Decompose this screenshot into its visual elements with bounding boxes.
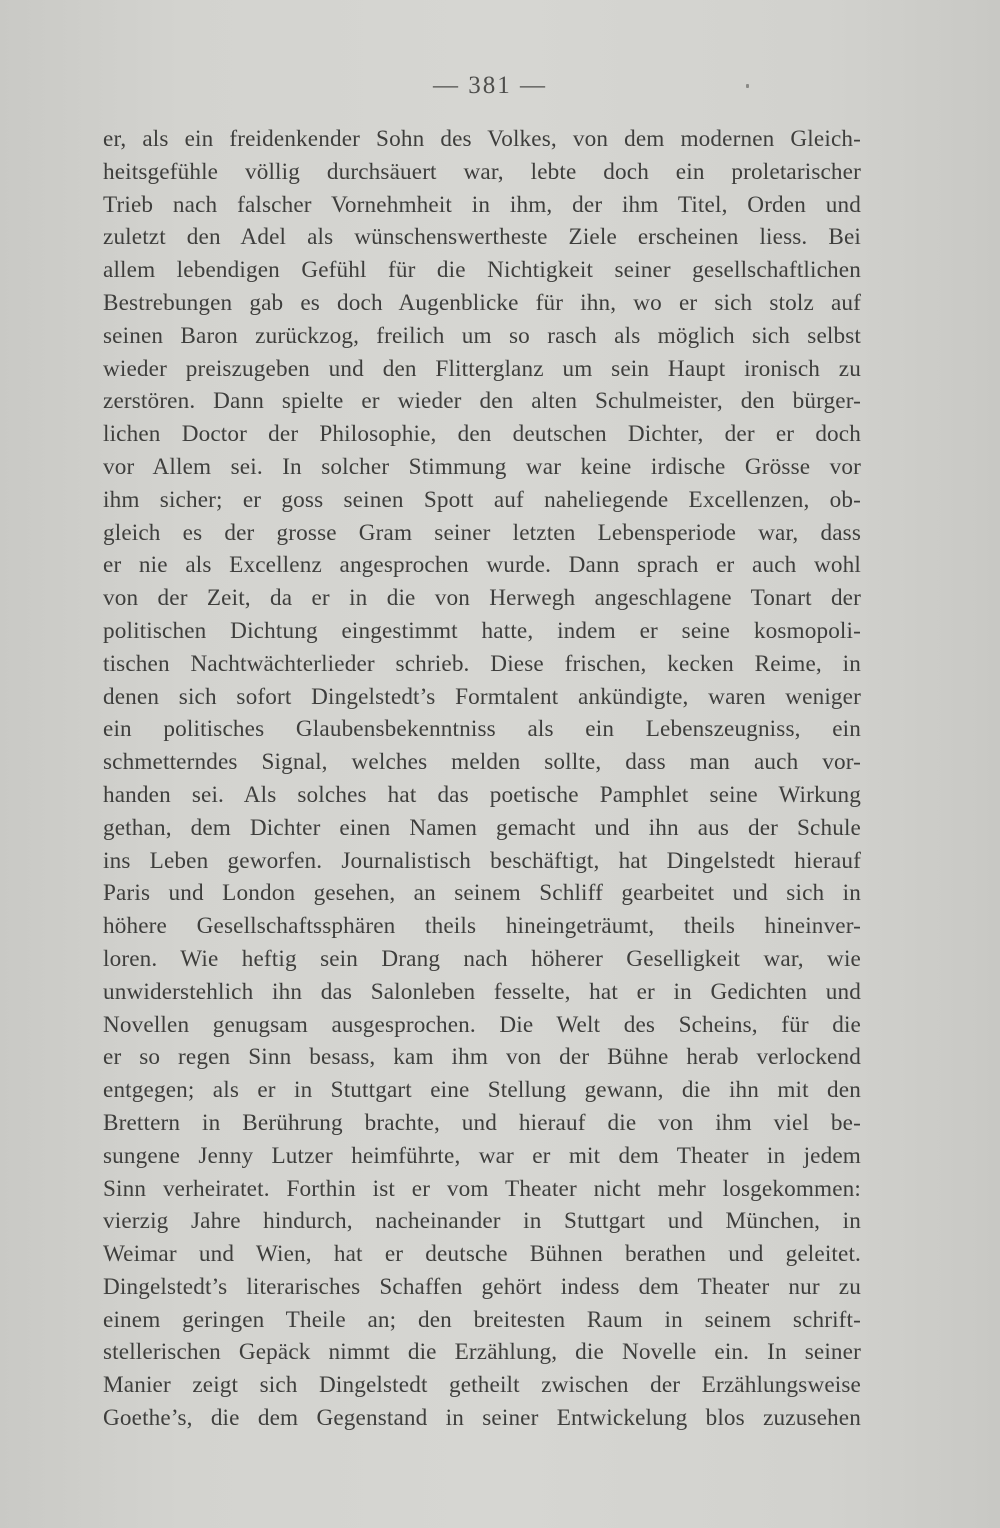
- text-line: heitsgefühle völlig durchsäuert war, lebte doch ein proletarischer: [103, 158, 861, 185]
- text-line: er, als ein freidenkender Sohn des Volkes, von dem modernen Gleich-: [103, 126, 861, 152]
- text-line: Goethe’s, die dem Gegenstand in seiner Entwickelung blos zuzusehen: [103, 1405, 861, 1432]
- text-line: einem geringen Theile an; den breitesten Raum in seinem schrift-: [103, 1306, 861, 1333]
- text-line: er nie als Excellenz angesprochen wurde. Dann sprach er auch wohl: [103, 552, 861, 579]
- text-line: Dingelstedt’s literarisches Schaffen gehört indess dem Theater nur zu: [103, 1273, 861, 1300]
- body-text: [103, 123, 861, 1435]
- text-line: loren. Wie heftig sein Drang nach höherer Geselligkeit war, wie: [103, 945, 861, 972]
- text-line: sungene Jenny Lutzer heimführte, war er mit dem Theater in jedem: [103, 1142, 861, 1169]
- text-line: politischen Dichtung eingestimmt hatte, indem er seine kosmopoli-: [103, 617, 861, 644]
- text-line: höhere Gesellschaftssphären theils hineingeträumt, theils hineinver-: [103, 913, 861, 940]
- text-line: Sinn verheiratet. Forthin ist er vom Theater nicht mehr losgekommen:: [103, 1175, 861, 1202]
- text-line: Brettern in Berührung brachte, und hierauf die von ihm viel be-: [103, 1109, 861, 1136]
- text-line: denen sich sofort Dingelstedt’s Formtalent ankündigte, waren weniger: [103, 683, 861, 710]
- text-line: Paris und London gesehen, an seinem Schliff gearbeitet und sich in: [103, 880, 861, 907]
- text-line: unwiderstehlich ihn das Salonleben fesselte, hat er in Gedichten und: [103, 978, 861, 1005]
- text-line: entgegen; als er in Stuttgart eine Stellung gewann, die ihn mit den: [103, 1077, 861, 1104]
- text-line: lichen Doctor der Philosophie, den deutschen Dichter, der er doch: [103, 421, 861, 448]
- text-line: Trieb nach falscher Vornehmheit in ihm, der ihm Titel, Orden und: [103, 191, 861, 218]
- text-line: ein politisches Glaubensbekenntniss als ein Lebenszeugniss, ein: [103, 716, 861, 743]
- text-line: wieder preiszugeben und den Flitterglanz um sein Haupt ironisch zu: [103, 355, 861, 382]
- ink-speck: [746, 84, 749, 88]
- text-line: Manier zeigt sich Dingelstedt getheilt zwischen der Erzählungsweise: [103, 1372, 861, 1399]
- text-line: er so regen Sinn besass, kam ihm von der Bühne herab verlockend: [103, 1044, 861, 1071]
- text-line: schmetterndes Signal, welches melden sollte, dass man auch vor-: [103, 749, 861, 776]
- text-line: zerstören. Dann spielte er wieder den alten Schulmeister, den bürger-: [103, 388, 861, 415]
- text-line: vor Allem sei. In solcher Stimmung war keine irdische Grösse vor: [103, 453, 861, 480]
- text-line: zuletzt den Adel als wünschenswertheste Ziele erscheinen liess. Bei: [103, 224, 861, 251]
- text-line: gethan, dem Dichter einen Namen gemacht und ihn aus der Schule: [103, 814, 861, 841]
- text-line: ins Leben geworfen. Journalistisch beschäftigt, hat Dingelstedt hierauf: [103, 847, 861, 874]
- page-number: — 381 —: [433, 72, 547, 99]
- text-line: Novellen genugsam ausgesprochen. Die Welt des Scheins, für die: [103, 1011, 861, 1038]
- text-line: ihm sicher; er goss seinen Spott auf naheliegende Excellenzen, ob-: [103, 486, 861, 513]
- text-line: vierzig Jahre hindurch, nacheinander in Stuttgart und München, in: [103, 1208, 861, 1235]
- text-line: Bestrebungen gab es doch Augenblicke für ihn, wo er sich stolz auf: [103, 289, 861, 316]
- text-line: handen sei. Als solches hat das poetische Pamphlet seine Wirkung: [103, 781, 861, 808]
- text-line: Weimar und Wien, hat er deutsche Bühnen berathen und geleitet.: [103, 1241, 861, 1268]
- text-line: von der Zeit, da er in die von Herwegh angeschlagene Tonart der: [103, 585, 861, 612]
- text-line: stellerischen Gepäck nimmt die Erzählung, die Novelle ein. In seiner: [103, 1339, 861, 1366]
- text-line: gleich es der grosse Gram seiner letzten Lebensperiode war, dass: [103, 519, 861, 546]
- text-line: tischen Nachtwächterlieder schrieb. Diese frischen, kecken Reime, in: [103, 650, 861, 677]
- text-line: seinen Baron zurückzog, freilich um so rasch als möglich sich selbst: [103, 322, 861, 349]
- text-line: allem lebendigen Gefühl für die Nichtigkeit seiner gesellschaftlichen: [103, 257, 861, 284]
